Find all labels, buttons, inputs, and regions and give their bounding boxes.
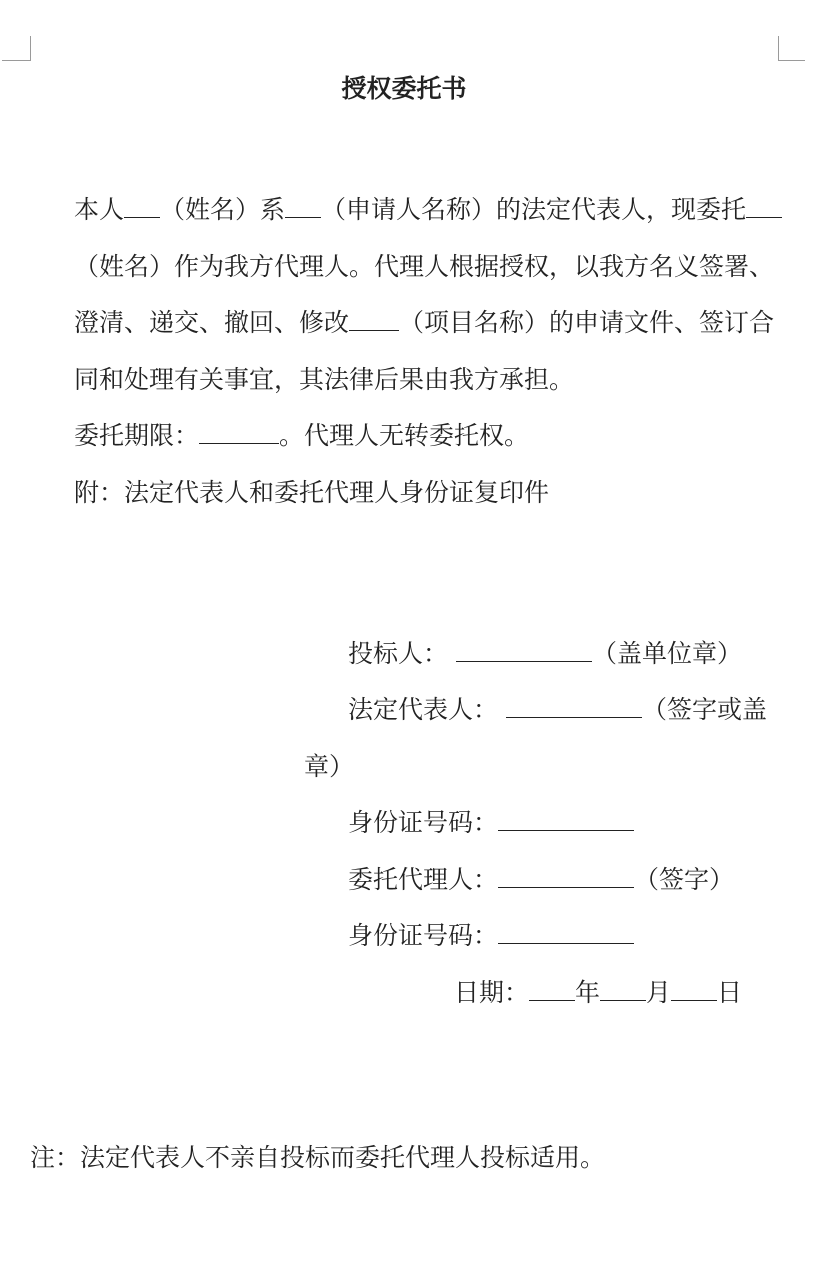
- para-text: （姓名）系: [160, 195, 286, 224]
- month-blank[interactable]: [600, 979, 646, 1001]
- para-text: 本人: [74, 195, 125, 224]
- document-body: [30, 182, 790, 521]
- year-label: 年: [575, 978, 601, 1007]
- legal-rep-suffix: （签字或盖: [642, 695, 768, 724]
- applicant-name-blank[interactable]: [285, 196, 321, 218]
- bidder-line: [348, 626, 742, 683]
- agent-suffix: （签字）: [634, 865, 735, 894]
- name-blank[interactable]: [124, 196, 160, 218]
- bidder-label: 投标人：: [348, 639, 449, 668]
- year-blank[interactable]: [529, 979, 575, 1001]
- para-text: （申请人名称）的法定代表人，现委托: [321, 195, 747, 224]
- day-label: 日: [717, 978, 743, 1007]
- page-corner-mark-top-left: [2, 36, 31, 61]
- agent-line: [348, 852, 734, 909]
- document-title: 授权委托书: [341, 74, 467, 103]
- id-number-line-1: [348, 795, 634, 852]
- legal-rep-line: [348, 682, 767, 739]
- agent-label: 委托代理人：: [348, 865, 499, 894]
- term-label: 委托期限：: [74, 421, 200, 450]
- attachment-paragraph: 附：法定代表人和委托代理人身份证复印件: [74, 477, 550, 507]
- para-text: （姓名）作为我方代理人。代理人根据授权，以我方名义签署、澄清、递交、撤回、修改: [74, 251, 775, 337]
- legal-rep-line-cont: [304, 739, 354, 796]
- id-number-label: 身份证号码：: [348, 921, 499, 950]
- bidder-blank[interactable]: [456, 640, 592, 662]
- bidder-suffix: （盖单位章）: [592, 639, 743, 668]
- legal-rep-label: 法定代表人：: [348, 695, 499, 724]
- project-name-blank[interactable]: [349, 309, 399, 331]
- agent-name-blank[interactable]: [746, 196, 782, 218]
- date-label: 日期：: [454, 978, 530, 1007]
- id-number-line-2: [348, 908, 634, 965]
- date-line: [454, 965, 742, 1022]
- para-text: （项目名称）的申请文件、签订合同和处理有关事宜，其法律后果由我方承担。: [74, 308, 775, 394]
- agent-blank[interactable]: [498, 866, 634, 888]
- id-number-label: 身份证号码：: [348, 808, 499, 837]
- day-blank[interactable]: [671, 979, 717, 1001]
- legal-rep-blank[interactable]: [506, 696, 642, 718]
- term-blank[interactable]: [199, 422, 279, 444]
- term-paragraph: [30, 408, 790, 465]
- term-suffix: 。代理人无转委托权。: [279, 421, 530, 450]
- id-number-blank[interactable]: [498, 809, 634, 831]
- legal-rep-suffix-cont: 章）: [304, 752, 355, 781]
- page-corner-mark-top-right: [778, 36, 805, 61]
- id-number-blank[interactable]: [498, 922, 634, 944]
- authorization-paragraph: [30, 182, 790, 408]
- footnote: 注：法定代表人不亲自投标而委托代理人投标适用。: [30, 1143, 606, 1172]
- month-label: 月: [646, 978, 672, 1007]
